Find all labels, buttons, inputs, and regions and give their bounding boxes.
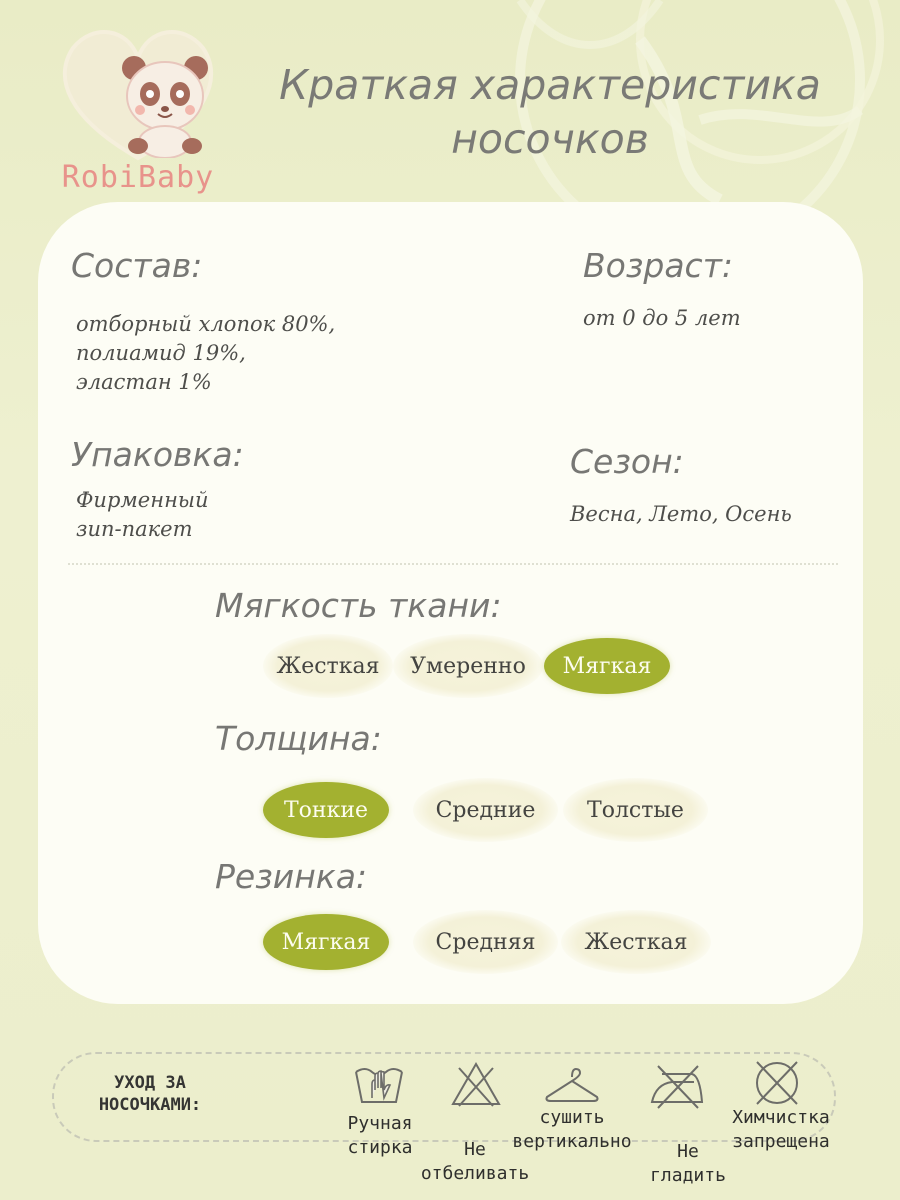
age-value: от 0 до 5 лет — [583, 306, 741, 330]
cuff-option: Жесткая — [561, 910, 711, 974]
page-title: Краткая характеристика носочков — [279, 61, 821, 163]
thickness-label: Толщина: — [215, 719, 382, 758]
care-label-hanger: сушить вертикально — [512, 1107, 632, 1152]
no-iron-icon — [648, 1062, 706, 1112]
care-label-hand-wash: Ручная стирка — [347, 1113, 413, 1158]
no-dry-clean-icon — [748, 1058, 806, 1108]
packaging-label: Упаковка: — [71, 435, 244, 474]
specs-card — [38, 202, 863, 1004]
care-label-no-iron: Не гладить — [650, 1141, 726, 1186]
softness-option: Жесткая — [263, 634, 393, 698]
brand-logo — [48, 18, 228, 195]
cuff-option: Мягкая — [263, 914, 389, 970]
panda-icon — [118, 54, 212, 158]
cuff-scale — [263, 910, 723, 976]
season-label: Сезон: — [570, 442, 684, 481]
softness-scale — [263, 634, 703, 700]
season-value: Весна, Лето, Осень — [570, 502, 792, 526]
cuff-label: Резинка: — [215, 857, 368, 896]
divider — [68, 563, 838, 565]
thickness-scale — [263, 778, 723, 844]
composition-label: Состав: — [71, 246, 203, 285]
softness-option: Мягкая — [544, 638, 670, 694]
composition-value: отборный хлопок 80%, полиамид 19%, эластан 1% — [76, 312, 336, 394]
softness-label: Мягкость ткани: — [215, 586, 502, 625]
packaging-value: Фирменный зип-пакет — [76, 488, 209, 541]
no-bleach-icon — [447, 1060, 505, 1110]
care-title: УХОД ЗА НОСОЧКАМИ: — [98, 1073, 202, 1115]
hand-wash-icon — [350, 1058, 408, 1108]
age-label: Возраст: — [583, 246, 734, 285]
brand-name: RobiBaby — [61, 160, 215, 195]
thickness-option: Средние — [413, 778, 558, 842]
care-label-no-dry-clean: Химчистка запрещена — [732, 1107, 830, 1152]
care-label-no-bleach: Не отбеливать — [420, 1139, 530, 1184]
softness-option: Умеренно — [393, 634, 543, 698]
cuff-option: Средняя — [413, 910, 558, 974]
thickness-option: Толстые — [563, 778, 708, 842]
thickness-option: Тонкие — [263, 782, 389, 838]
